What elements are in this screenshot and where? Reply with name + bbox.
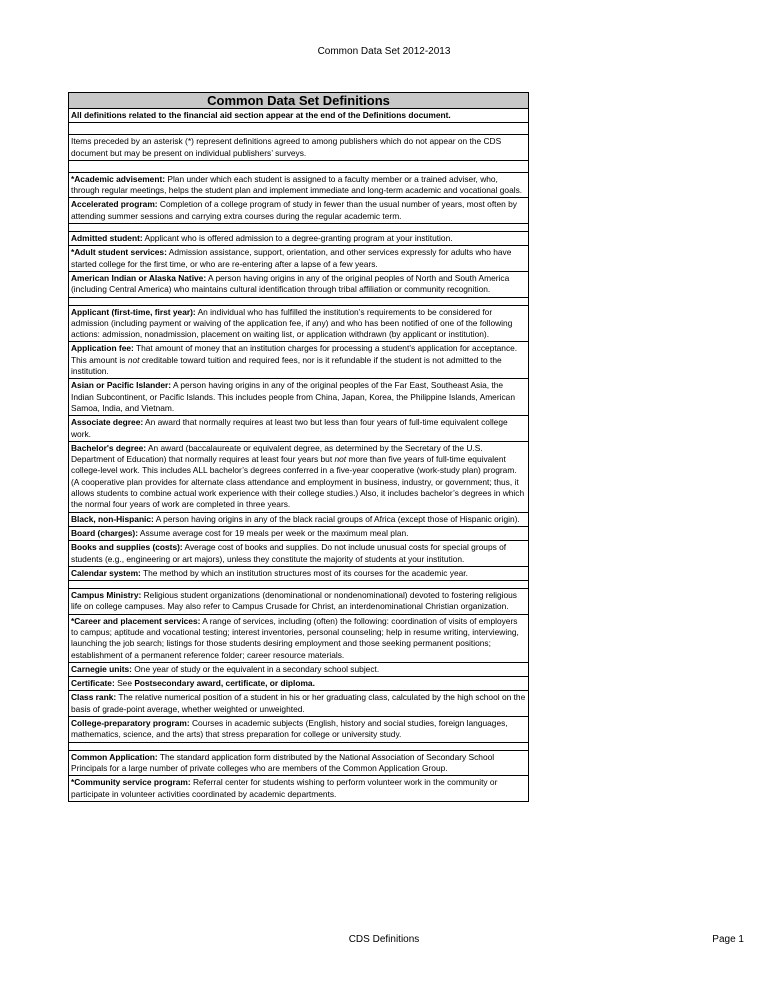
definition-text: Admission assistance, support, orientation, and other services expressly for adults who have started college for the first time, or who are re-entering after a lapse of a few years. (71, 247, 512, 269)
definition-text: Courses in academic subjects (English, history and social studies, foreign languages, mathematics, science, and the arts) that stress preparation for college or university study. (71, 718, 508, 740)
definition-term: Black, non-Hispanic: (71, 513, 154, 524)
blank-row (69, 297, 529, 305)
definition-row (69, 172, 529, 198)
definition-text: Assume average cost for 19 meals per week or the maximum meal plan. (138, 527, 409, 538)
definition-term: Board (charges): (71, 527, 139, 538)
definition-term: *Academic advisement: (71, 173, 166, 184)
blank-row (69, 160, 529, 172)
definition-row (69, 589, 529, 615)
definition-text: That amount of money that an institution charges for processing a student’s application for acceptance. This amount is (71, 343, 518, 365)
blank-row (69, 123, 529, 135)
emphasis: not (334, 454, 347, 465)
definition-row (69, 662, 529, 676)
definition-term: *Career and placement services: (71, 615, 201, 626)
page-title: Common Data Set Definitions (69, 93, 529, 109)
definition-text: A person having origins in any of the original peoples of the Far East, Southeast Asia, the Indian Subcontinent, or Pacific Islands. This includes people from China, Japan, Korea, the Philippine Islands, American Samoa, India, and Vietnam. (71, 380, 515, 413)
definition-text: more than five years of full-time equivalent college-level work. This includes ALL bachelor’s degrees conferred in a five-year cooperative (work-study plan) program. (A cooperative plan provides for alternate class attendance and employment in business, industry, or government; thus, it allows students to combine actual work experience with their college studies.) Also, it includes bachelor’s degrees in which the normal four years of work are completed in three years. (71, 454, 525, 510)
page-number: Page 1 (712, 934, 744, 945)
definition-row (69, 566, 529, 580)
definition-row (69, 691, 529, 717)
definition-term: Asian or Pacific Islander: (71, 380, 172, 391)
definition-reference: Postsecondary award, certificate, or diploma. (134, 678, 315, 689)
definition-text: creditable toward tuition and required fees, nor is it refundable if the student is not admitted to the institution. (71, 354, 502, 377)
definition-row (69, 541, 529, 567)
definition-row (69, 750, 529, 776)
definition-term: College-preparatory program: (71, 718, 190, 729)
page-header: Common Data Set 2012-2013 (317, 46, 451, 57)
definition-term: *Community service program: (71, 777, 191, 788)
emphasis: not (127, 354, 140, 365)
definition-term: Bachelor's degree: (71, 442, 147, 453)
subtitle: All definitions related to the financial aid section appear at the end of the Definitions document. (69, 109, 529, 123)
definition-term: Accelerated program: (71, 199, 158, 210)
definition-text: The standard application form distributed by the National Association of Secondary School Principals for a large number of private colleges who are members of the Common Application Group. (71, 751, 495, 773)
definition-row (69, 614, 529, 662)
definition-row (69, 776, 529, 802)
page-footer: CDS Definitions (348, 934, 420, 945)
definition-text: Completion of a college program of study in fewer than the usual number of years, most often by attending summer sessions and carrying extra courses during the regular academic term. (71, 199, 517, 221)
definition-row (69, 198, 529, 224)
definition-text: See (114, 678, 135, 689)
definition-row (69, 416, 529, 442)
definition-term: Common Application: (71, 751, 158, 762)
definition-row (69, 441, 529, 512)
definition-text: An award that normally requires at least two but less than four years of full-time equivalent college work. (71, 417, 508, 439)
definition-term: Class rank: (71, 692, 117, 703)
definition-text: A person having origins in any of the black racial groups of Africa (except those of Hispanic origin). (153, 513, 520, 524)
definition-term: *Adult student services: (71, 247, 167, 258)
definition-term: Application fee: (71, 343, 134, 354)
definition-row (69, 232, 529, 246)
definition-term: American Indian or Alaska Native: (71, 272, 207, 283)
definition-text: Referral center for students wishing to perform volunteer work in the community or participate in volunteer activities coordinated by academic departments. (71, 777, 498, 799)
blank-row (69, 224, 529, 232)
definition-row (69, 526, 529, 540)
definition-text: Average cost of books and supplies. Do not include unusual costs for special groups of students (e.g., engineering or art majors), unless they constitute the majority of students at your institution. (71, 542, 507, 564)
definition-term: Books and supplies (costs): (71, 542, 183, 553)
asterisk-note: Items preceded by an asterisk (*) represent definitions agreed to among publishers which do not appear on the CDS document but may be present on individual publishers’ surveys. (69, 135, 529, 161)
definition-term: Certificate: (71, 678, 115, 689)
definition-row (69, 246, 529, 272)
definition-row (69, 271, 529, 297)
definition-text: The relative numerical position of a student in his or her graduating class, calculated by the high school on the basis of grade-point average, whether weighted or unweighted. (71, 692, 526, 714)
definition-row (69, 677, 529, 691)
definition-text: Applicant who is offered admission to a degree-granting program at your institution. (142, 233, 453, 244)
definition-row (69, 379, 529, 416)
definition-term: Applicant (first-time, first year): (71, 306, 196, 317)
definition-term: Admitted student: (71, 233, 143, 244)
definition-term: Associate degree: (71, 417, 144, 428)
definition-row (69, 305, 529, 342)
definition-text: Religious student organizations (denominational or nondenominational) devoted to fostering religious life on college campuses. May also refer to Campus Crusade for Christ, an interdenominational Christian organization. (71, 590, 517, 612)
definition-term: Carnegie units: (71, 663, 132, 674)
definition-row (69, 512, 529, 526)
definition-term: Calendar system: (71, 567, 141, 578)
definition-text: Plan under which each student is assigned to a faculty member or a trained adviser, who, through regular meetings, helps the student plan and implement immediate and long-term academic and vocational goals. (71, 173, 523, 196)
definition-text: A range of services, including (often) the following: coordination of visits of employers to campus; aptitude and vocational testing; interest inventories, personal counseling; help in resume writing, interviewing, launching the job search; listings for those students desiring employment and those seeking permanent positions; establishment of a permanent reference folder; career resource materials. (71, 615, 519, 660)
definition-term: Campus Ministry: (71, 590, 142, 601)
definition-text: One year of study or the equivalent in a secondary school subject. (131, 663, 380, 674)
blank-row (69, 742, 529, 750)
blank-row (69, 581, 529, 589)
definition-text: A person having origins in any of the original peoples of North and South America (including Central America) who maintains cultural identification through tribal affiliation or community recognition. (71, 272, 510, 295)
definition-row (69, 342, 529, 379)
definition-text: An individual who has fulfilled the institution’s requirements to be considered for admission (including payment or waiving of the application fee, if any) and who has been notified of one of the following actions: admission, nonadmission, placement on waiting list, or application withdrawn (by applicant or institution). (71, 306, 513, 340)
definitions-table (68, 92, 529, 802)
definition-text: An award (baccalaureate or equivalent degree, as determined by the Secretary of the U.S. Department of Education) that normally requires at least four years but (71, 442, 483, 465)
definition-text: The method by which an institution structures most of its courses for the academic year. (140, 567, 468, 578)
definition-row (69, 717, 529, 743)
